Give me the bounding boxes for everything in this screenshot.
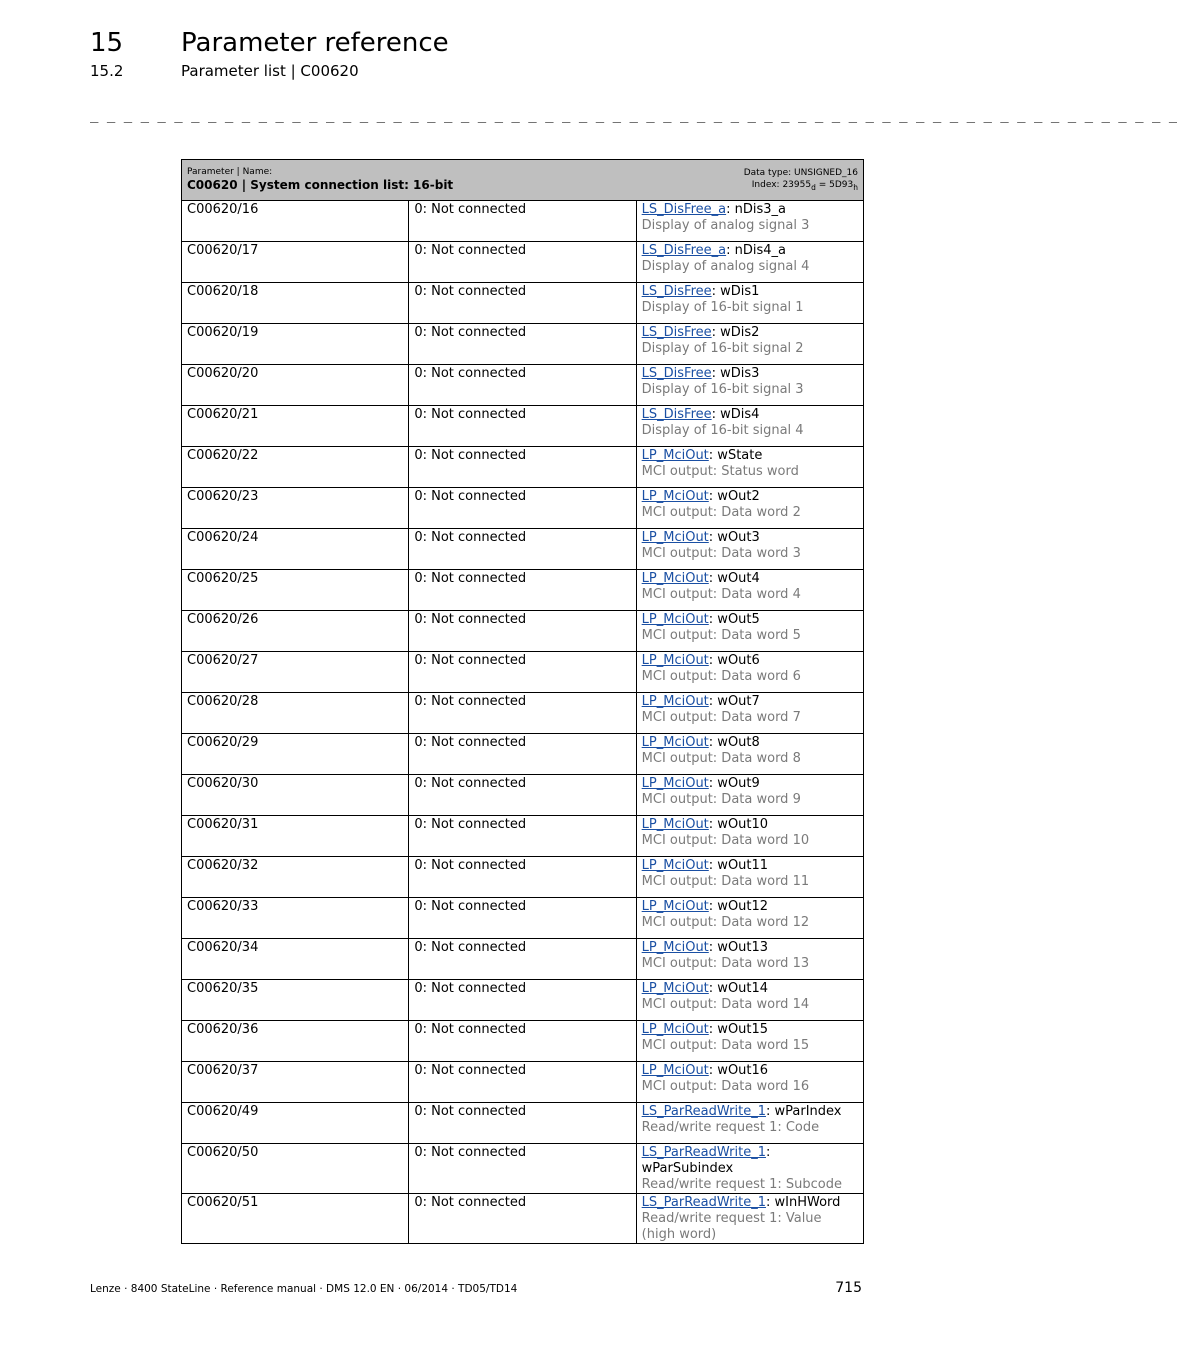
signal-name: : wOut7 bbox=[708, 694, 760, 709]
signal-description: MCI output: Data word 12 bbox=[641, 915, 810, 930]
chapter-number: 15 bbox=[90, 28, 124, 58]
table-header-row bbox=[182, 160, 864, 201]
signal-name: : wOut9 bbox=[708, 776, 760, 791]
code-cell: C00620/28 bbox=[182, 693, 409, 734]
signal-cell bbox=[636, 980, 863, 1021]
signal-description: MCI output: Data word 16 bbox=[641, 1079, 810, 1094]
code-cell: C00620/24 bbox=[182, 529, 409, 570]
value-cell: 0: Not connected bbox=[409, 242, 636, 283]
value-cell: 0: Not connected bbox=[409, 898, 636, 939]
signal-name: : wParIndex bbox=[765, 1104, 842, 1119]
signal-cell bbox=[636, 1103, 863, 1144]
table-row bbox=[182, 1021, 864, 1062]
signal-cell bbox=[636, 693, 863, 734]
value-cell: 0: Not connected bbox=[409, 406, 636, 447]
table-row bbox=[182, 1103, 864, 1144]
signal-description: MCI output: Data word 8 bbox=[641, 751, 801, 766]
signal-name: : wDis3 bbox=[711, 366, 760, 381]
code-cell: C00620/16 bbox=[182, 201, 409, 242]
signal-description: MCI output: Data word 6 bbox=[641, 669, 801, 684]
signal-description: MCI output: Data word 13 bbox=[641, 956, 810, 971]
signal-description: Display of analog signal 4 bbox=[641, 259, 810, 274]
signal-cell bbox=[636, 652, 863, 693]
signal-name: : wInHWord bbox=[765, 1195, 841, 1210]
code-cell: C00620/33 bbox=[182, 898, 409, 939]
signal-cell bbox=[636, 447, 863, 488]
value-cell: 0: Not connected bbox=[409, 365, 636, 406]
signal-cell bbox=[636, 1194, 863, 1244]
signal-link[interactable]: LP_MciOut bbox=[641, 1022, 709, 1037]
signal-description: Display of analog signal 3 bbox=[641, 218, 810, 233]
value-cell: 0: Not connected bbox=[409, 1021, 636, 1062]
table-row bbox=[182, 980, 864, 1021]
signal-cell bbox=[636, 283, 863, 324]
table-row bbox=[182, 570, 864, 611]
signal-cell bbox=[636, 488, 863, 529]
signal-name: : wOut10 bbox=[708, 817, 769, 832]
signal-description: MCI output: Data word 10 bbox=[641, 833, 810, 848]
signal-link[interactable]: LP_MciOut bbox=[641, 858, 709, 873]
table-row bbox=[182, 365, 864, 406]
signal-name: : wOut16 bbox=[708, 1063, 769, 1078]
code-cell: C00620/20 bbox=[182, 365, 409, 406]
signal-cell bbox=[636, 201, 863, 242]
signal-description: Read/write request 1: Value (high word) bbox=[641, 1211, 822, 1242]
table-row bbox=[182, 734, 864, 775]
table-row bbox=[182, 693, 864, 734]
signal-name: : wOut11 bbox=[708, 858, 769, 873]
value-cell: 0: Not connected bbox=[409, 939, 636, 980]
table-row bbox=[182, 201, 864, 242]
data-type: Data type: UNSIGNED_16 bbox=[743, 167, 858, 178]
table-row bbox=[182, 652, 864, 693]
signal-name: : wOut15 bbox=[708, 1022, 769, 1037]
code-cell: C00620/26 bbox=[182, 611, 409, 652]
signal-link[interactable]: LS_DisFree bbox=[641, 284, 712, 299]
table-row bbox=[182, 857, 864, 898]
chapter-title: Parameter reference bbox=[181, 28, 449, 58]
signal-description: MCI output: Data word 5 bbox=[641, 628, 801, 643]
value-cell: 0: Not connected bbox=[409, 1194, 636, 1244]
signal-link[interactable]: LP_MciOut bbox=[641, 981, 709, 996]
value-cell: 0: Not connected bbox=[409, 611, 636, 652]
signal-link[interactable]: LP_MciOut bbox=[641, 653, 709, 668]
code-cell: C00620/27 bbox=[182, 652, 409, 693]
signal-description: MCI output: Data word 11 bbox=[641, 874, 810, 889]
signal-description: Read/write request 1: Code bbox=[641, 1120, 820, 1135]
code-cell: C00620/18 bbox=[182, 283, 409, 324]
value-cell: 0: Not connected bbox=[409, 488, 636, 529]
value-cell: 0: Not connected bbox=[409, 775, 636, 816]
signal-cell bbox=[636, 611, 863, 652]
signal-link[interactable]: LS_DisFree_a bbox=[641, 202, 727, 217]
signal-name: : wOut5 bbox=[708, 612, 760, 627]
signal-cell bbox=[636, 1144, 863, 1194]
signal-link[interactable]: LP_MciOut bbox=[641, 940, 709, 955]
signal-link[interactable]: LP_MciOut bbox=[641, 735, 709, 750]
code-cell: C00620/50 bbox=[182, 1144, 409, 1194]
signal-link[interactable]: LP_MciOut bbox=[641, 489, 709, 504]
signal-cell bbox=[636, 324, 863, 365]
signal-description: MCI output: Data word 15 bbox=[641, 1038, 810, 1053]
code-cell: C00620/32 bbox=[182, 857, 409, 898]
signal-description: Display of 16-bit signal 4 bbox=[641, 423, 804, 438]
code-cell: C00620/21 bbox=[182, 406, 409, 447]
table-row bbox=[182, 242, 864, 283]
value-cell: 0: Not connected bbox=[409, 1062, 636, 1103]
signal-name: : nDis4_a bbox=[726, 243, 786, 258]
value-cell: 0: Not connected bbox=[409, 693, 636, 734]
signal-description: MCI output: Status word bbox=[641, 464, 799, 479]
signal-link[interactable]: LS_ParReadWrite_1 bbox=[641, 1145, 766, 1160]
table-row bbox=[182, 775, 864, 816]
table-row bbox=[182, 1062, 864, 1103]
signal-link[interactable]: LS_DisFree_a bbox=[641, 243, 727, 258]
signal-description: MCI output: Data word 9 bbox=[641, 792, 801, 807]
signal-cell bbox=[636, 939, 863, 980]
signal-cell bbox=[636, 570, 863, 611]
value-cell: 0: Not connected bbox=[409, 283, 636, 324]
signal-name: : wOut12 bbox=[708, 899, 769, 914]
footer-doc-info: Lenze · 8400 StateLine · Reference manual · DMS 12.0 EN · 06/2014 · TD05/TD14 bbox=[90, 1283, 518, 1295]
table-row bbox=[182, 406, 864, 447]
signal-link[interactable]: LP_MciOut bbox=[641, 899, 709, 914]
signal-link[interactable]: LP_MciOut bbox=[641, 571, 709, 586]
section-title: Parameter list | C00620 bbox=[181, 62, 359, 80]
table-row bbox=[182, 898, 864, 939]
signal-description: MCI output: Data word 4 bbox=[641, 587, 801, 602]
signal-link[interactable]: LS_DisFree bbox=[641, 366, 712, 381]
parameter-label: Parameter | Name: bbox=[187, 166, 273, 177]
table-row bbox=[182, 324, 864, 365]
code-cell: C00620/30 bbox=[182, 775, 409, 816]
signal-cell bbox=[636, 406, 863, 447]
signal-description: MCI output: Data word 7 bbox=[641, 710, 801, 725]
signal-link[interactable]: LP_MciOut bbox=[641, 612, 709, 627]
table-row bbox=[182, 283, 864, 324]
signal-link[interactable]: LP_MciOut bbox=[641, 694, 709, 709]
value-cell: 0: Not connected bbox=[409, 529, 636, 570]
code-cell: C00620/34 bbox=[182, 939, 409, 980]
table-header-cell bbox=[182, 160, 864, 201]
code-cell: C00620/17 bbox=[182, 242, 409, 283]
section-number: 15.2 bbox=[90, 62, 124, 80]
code-cell: C00620/36 bbox=[182, 1021, 409, 1062]
signal-name: : wOut14 bbox=[708, 981, 769, 996]
signal-name: : nDis3_a bbox=[726, 202, 786, 217]
signal-description: Display of 16-bit signal 3 bbox=[641, 382, 804, 397]
value-cell: 0: Not connected bbox=[409, 734, 636, 775]
value-cell: 0: Not connected bbox=[409, 447, 636, 488]
signal-cell bbox=[636, 775, 863, 816]
signal-name: : wDis1 bbox=[711, 284, 760, 299]
code-cell: C00620/22 bbox=[182, 447, 409, 488]
header-separator: _ _ _ _ _ _ _ _ _ _ _ _ _ _ _ _ _ _ _ _ _ _ _ _ _ _ _ _ _ _ _ _ _ _ _ _ _ _ _ _ _ _ _ _ _ _ _ _ _ _ _ _ _ _ _ _ _ _ _ _ _ _ _ _ _ bbox=[90, 107, 1177, 123]
signal-description: Read/write request 1: Subcode bbox=[641, 1177, 842, 1192]
signal-cell bbox=[636, 1021, 863, 1062]
parameter-table bbox=[181, 159, 864, 1244]
signal-name: : wOut6 bbox=[708, 653, 760, 668]
signal-cell bbox=[636, 816, 863, 857]
signal-name: : wOut8 bbox=[708, 735, 760, 750]
index-value: Index: $23955_d = 5D93_h$ bbox=[751, 179, 858, 192]
signal-description: MCI output: Data word 2 bbox=[641, 505, 801, 520]
signal-name: : wOut3 bbox=[708, 530, 760, 545]
value-cell: 0: Not connected bbox=[409, 816, 636, 857]
signal-link[interactable]: LS_DisFree bbox=[641, 325, 712, 340]
signal-cell bbox=[636, 1062, 863, 1103]
table-row bbox=[182, 939, 864, 980]
signal-name: : wParSubindex bbox=[641, 1145, 771, 1176]
code-cell: C00620/35 bbox=[182, 980, 409, 1021]
value-cell: 0: Not connected bbox=[409, 980, 636, 1021]
signal-cell bbox=[636, 529, 863, 570]
signal-name: : wDis2 bbox=[711, 325, 760, 340]
code-cell: C00620/37 bbox=[182, 1062, 409, 1103]
code-cell: C00620/19 bbox=[182, 324, 409, 365]
signal-link[interactable]: LP_MciOut bbox=[641, 448, 709, 463]
code-cell: C00620/23 bbox=[182, 488, 409, 529]
signal-link[interactable]: LP_MciOut bbox=[641, 817, 709, 832]
value-cell: 0: Not connected bbox=[409, 1103, 636, 1144]
signal-cell bbox=[636, 734, 863, 775]
table-row bbox=[182, 1144, 864, 1194]
code-cell: C00620/49 bbox=[182, 1103, 409, 1144]
signal-name: : wDis4 bbox=[711, 407, 760, 422]
signal-cell bbox=[636, 857, 863, 898]
page-number: 715 bbox=[835, 1280, 862, 1296]
code-cell: C00620/29 bbox=[182, 734, 409, 775]
signal-name: : wOut13 bbox=[708, 940, 769, 955]
table-row bbox=[182, 816, 864, 857]
signal-cell bbox=[636, 242, 863, 283]
table-row bbox=[182, 1194, 864, 1244]
signal-description: MCI output: Data word 14 bbox=[641, 997, 810, 1012]
signal-cell bbox=[636, 365, 863, 406]
signal-link[interactable]: LP_MciOut bbox=[641, 530, 709, 545]
signal-description: Display of 16-bit signal 1 bbox=[641, 300, 804, 315]
signal-name: : wState bbox=[708, 448, 763, 463]
value-cell: 0: Not connected bbox=[409, 570, 636, 611]
table-row bbox=[182, 447, 864, 488]
signal-description: MCI output: Data word 3 bbox=[641, 546, 801, 561]
signal-link[interactable]: LP_MciOut bbox=[641, 1063, 709, 1078]
value-cell: 0: Not connected bbox=[409, 652, 636, 693]
signal-name: : wOut2 bbox=[708, 489, 760, 504]
code-cell: C00620/25 bbox=[182, 570, 409, 611]
signal-link[interactable]: LS_ParReadWrite_1 bbox=[641, 1104, 766, 1119]
code-cell: C00620/31 bbox=[182, 816, 409, 857]
table-row bbox=[182, 529, 864, 570]
signal-description: Display of 16-bit signal 2 bbox=[641, 341, 804, 356]
signal-link[interactable]: LP_MciOut bbox=[641, 776, 709, 791]
table-row bbox=[182, 611, 864, 652]
value-cell: 0: Not connected bbox=[409, 857, 636, 898]
value-cell: 0: Not connected bbox=[409, 201, 636, 242]
value-cell: 0: Not connected bbox=[409, 324, 636, 365]
signal-link[interactable]: LS_ParReadWrite_1 bbox=[641, 1195, 766, 1210]
parameter-name: C00620 | System connection list: 16-bit bbox=[187, 177, 454, 192]
signal-name: : wOut4 bbox=[708, 571, 760, 586]
value-cell: 0: Not connected bbox=[409, 1144, 636, 1194]
signal-link[interactable]: LS_DisFree bbox=[641, 407, 712, 422]
table-row bbox=[182, 488, 864, 529]
code-cell: C00620/51 bbox=[182, 1194, 409, 1244]
signal-cell bbox=[636, 898, 863, 939]
